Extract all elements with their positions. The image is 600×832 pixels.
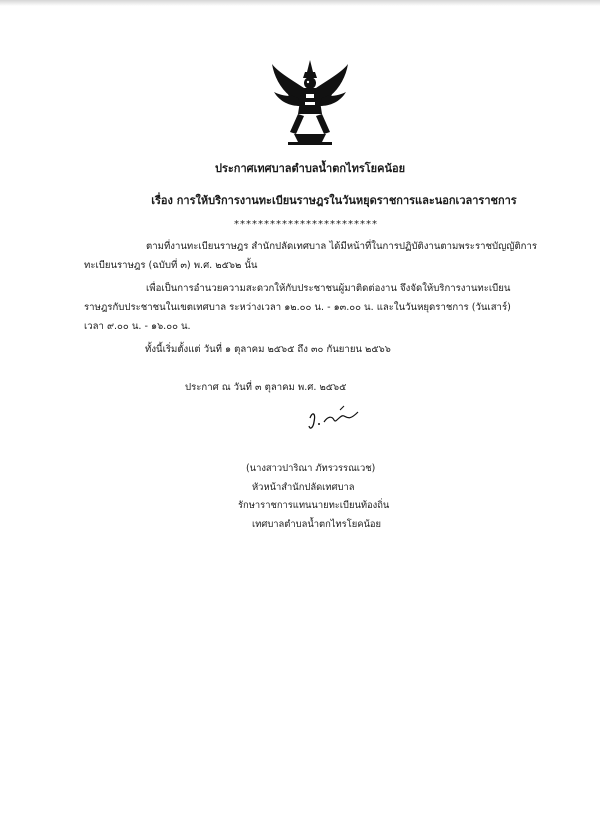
paragraph-line: ทะเบียนราษฎร (ฉบับที่ ๓) พ.ศ. ๒๕๖๒ นั้น <box>84 260 258 271</box>
paragraph-line: เวลา ๙.๐๐ น. - ๑๖.๐๐ น. <box>84 321 191 332</box>
divider-stars: ************************ <box>234 219 378 230</box>
signature-block <box>210 460 450 534</box>
paragraph-2 <box>84 279 511 336</box>
announcement-date: ประกาศ ณ วันที่ ๓ ตุลาคม พ.ศ. ๒๕๖๕ <box>185 382 347 393</box>
scan-edge <box>0 0 600 6</box>
signer-position: หัวหน้าสำนักปลัดเทศบาล <box>252 481 355 493</box>
signer-position-acting: รักษาราชการแทนนายทะเบียนท้องถิ่น <box>238 500 390 511</box>
paragraph-1 <box>84 237 537 275</box>
document-subject: เรื่อง การให้บริการงานทะเบียนราษฎรในวันหยุดราชการและนอกเวลาราชการ <box>151 194 517 207</box>
paragraph-line: ราษฎรกับประชาชนในเขตเทศบาล ระหว่างเวลา ๑๒.๐๐ น. - ๑๓.๐๐ น. และในวันหยุดราชการ (วันเสาร์) <box>84 302 511 313</box>
paragraph-line: เพื่อเป็นการอำนวยความสะดวกให้กับประชาชนผู้มาติดต่องาน จึงจัดให้บริการงานทะเบียน <box>146 283 511 294</box>
handwritten-signature <box>306 402 362 432</box>
paragraph-line: ตามที่งานทะเบียนราษฎร สำนักปลัดเทศบาล ได้มีหน้าที่ในการปฏิบัติงานตามพระราชบัญญัติการ <box>146 241 538 252</box>
effective-period: ทั้งนี้เริ่มตั้งแต่ วันที่ ๑ ตุลาคม ๒๕๖๕ ถึง ๓๐ กันยายน ๒๕๖๖ <box>145 344 391 355</box>
document-org-title: ประกาศเทศบาลตำบลน้ำตกไทรโยคน้อย <box>214 162 406 175</box>
signer-organization: เทศบาลตำบลน้ำตกไทรโยคน้อย <box>252 518 382 530</box>
signer-name: (นางสาวปาริณา ภัทรวรรณเวช) <box>246 463 376 474</box>
garuda-emblem-icon <box>268 58 352 148</box>
